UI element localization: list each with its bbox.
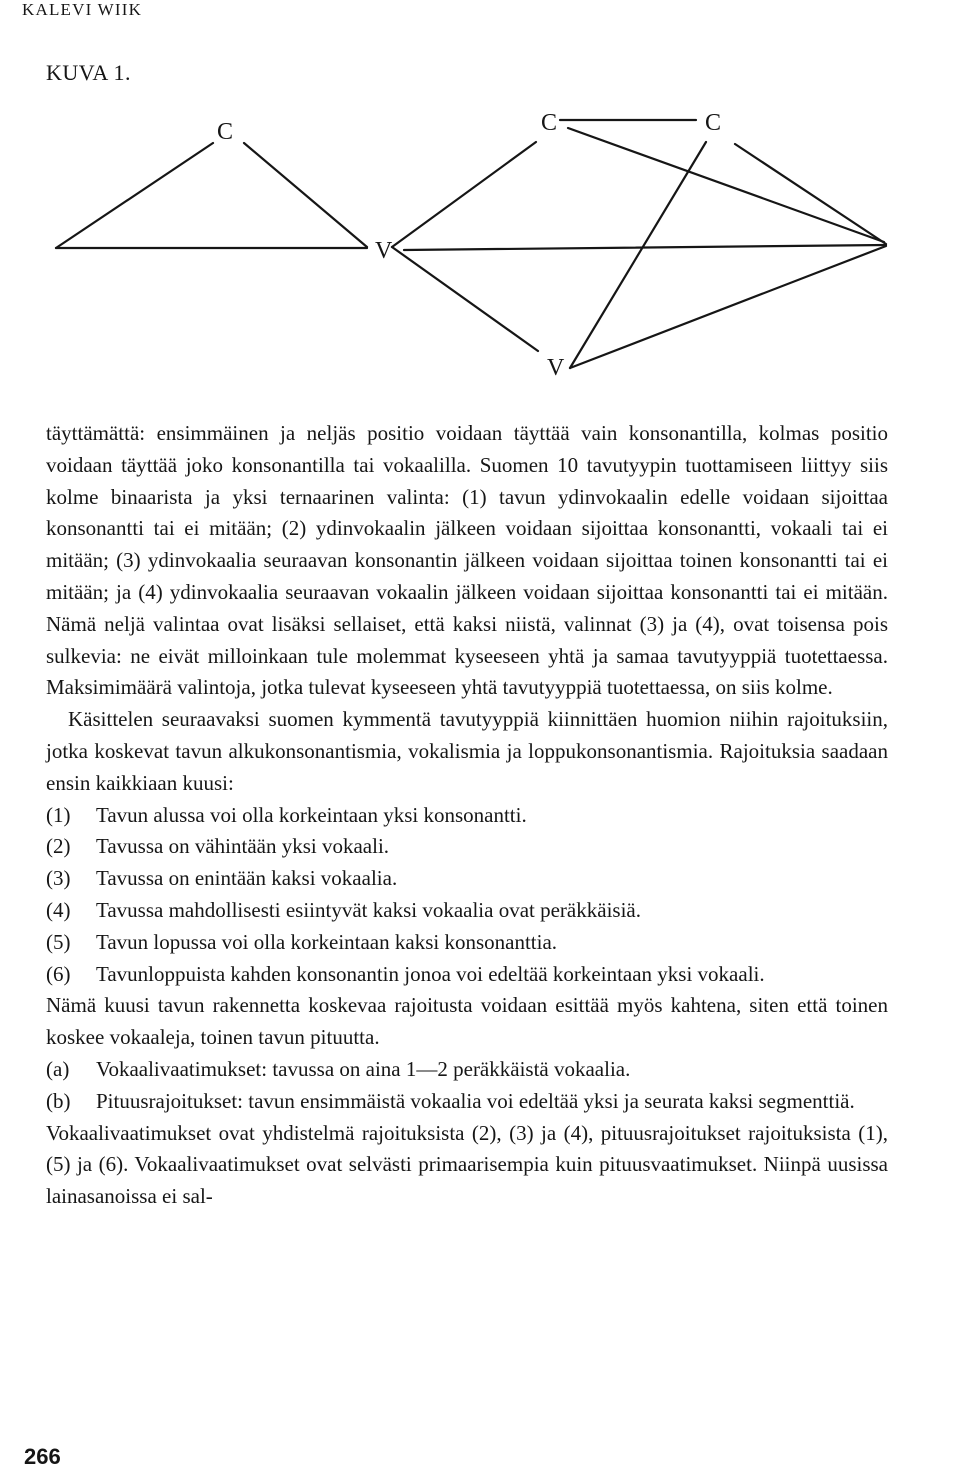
body-text [46,418,888,1213]
list-item [46,831,888,863]
item-number: (5) [46,929,71,954]
item-text: Tavussa on enintään kaksi vokaalia. [96,866,398,891]
node-right-c1: C [541,110,558,136]
list-item [46,895,888,927]
list-item [46,800,888,832]
item-text: Tavussa mahdollisesti esiintyvät kaksi vokaalia ovat peräkkäisiä. [96,897,641,922]
list-item [46,959,888,991]
item-number: (4) [46,897,71,922]
item-text: Tavussa on vähintään yksi vokaali. [96,834,390,859]
item-text: Vokaalivaatimukset: tavussa on aina 1—2 peräkkäistä vokaalia. [96,1056,631,1081]
right-edge-v2-r [404,245,886,250]
right-edge-r-v3 [570,246,886,368]
paragraph-2: Käsittelen seuraavaksi suomen kymmentä tavutyyppiä kiinnittäen huomion niihin rajoituksiin, jotka koskevat tavun alkukonsonantismia, vokalismia ja loppukonsonantismia. Rajoituksia saadaan ensin kaikkiaan kuusi: [46,707,888,795]
page-number: 266 [24,1444,61,1469]
item-number: (a) [46,1056,70,1081]
item-text: Pituusrajoitukset: tavun ensimmäistä vokaalia voi edeltää yksi ja seurata kaksi segmenttiä. [96,1088,855,1113]
paragraph-1: täyttämättä: ensimmäinen ja neljäs positio voidaan täyttää vain konsonantilla, kolmas positio voidaan täyttää joko konsonantilla tai vokaalilla. Suomen 10 tavutyypin tuottamiseen liittyy siis kolme binaarista ja yksi ternaarinen valinta: (1) tavun ydinvokaalin edelle voidaan sijoittaa konsonantti tai ei mitään; (2) ydinvokaalin jälkeen voidaan sijoittaa konsonantti, vokaali tai ei mitään; (3) ydinvokaalia seuraavan konsonantin jälkeen voidaan sijoittaa toinen konsonantti tai ei mitään; ja (4) ydinvokaalia seuraavan vokaalin jälkeen voidaan sijoittaa konsonantti tai ei mitään. Nämä neljä valintaa ovat lisäksi sellaiset, että kaksi niistä, valinnat (3) ja (4), ovat toisensa pois sulkevia: ne eivät milloinkaan tule molemmat kyseeseen yhtä ja samaa tavutyyppiä tuotettaessa. Maksimimäärä valintoja, jotka tulevat kyseeseen yhtä tavutyyppiä tuotettaessa, on siis kolme. [46,421,888,700]
node-right-v: V [547,355,565,381]
node-right-c2: C [705,110,722,136]
item-number: (1) [46,802,71,827]
item-text: Tavun alussa voi olla korkeintaan yksi konsonantti. [96,802,527,827]
item-number: (3) [46,866,71,891]
list-item [46,927,888,959]
node-left-c: C [217,119,234,145]
right-edge-c2-v3 [570,142,706,368]
node-left-v: V [375,238,393,264]
list-item [46,1054,888,1086]
item-text: Tavun lopussa voi olla korkeintaan kaksi konsonanttia. [96,929,558,954]
right-edge-c1-v2 [392,142,536,247]
left-edge-cv [56,143,213,248]
item-text: Tavunloppuista kahden konsonantin jonoa voi edeltää korkeintaan yksi vokaali. [96,961,765,986]
running-head: KALEVI WIIK [22,0,143,19]
right-edge-c1-r [568,128,884,242]
item-number: (b) [46,1088,71,1113]
list-item [46,1086,888,1118]
list-item [46,863,888,895]
item-number: (2) [46,834,71,859]
right-edge-v2-v3 [392,247,538,351]
restrictions-list [46,800,888,991]
groups-list [46,1054,888,1118]
item-number: (6) [46,961,71,986]
figure-caption: KUVA 1. [46,60,132,85]
paragraph-3: Nämä kuusi tavun rakennetta koskevaa rajoitusta voidaan esittää myös kahtena, siten että toinen koskee vokaaleja, toinen tavun pituutta. [46,993,888,1050]
paragraph-4: Vokaalivaatimukset ovat yhdistelmä rajoituksista (2), (3) ja (4), pituusrajoitukset rajoituksista (1), (5) ja (6). Vokaalivaatimukset ovat selvästi primaarisempia kuin pituusvaatimukset. Niinpä uusissa lainasanoissa ei sal- [46,1120,888,1209]
syllable-diagram [0,0,960,390]
left-edge-cv2 [244,143,367,247]
right-edge-c2-r [735,144,886,244]
